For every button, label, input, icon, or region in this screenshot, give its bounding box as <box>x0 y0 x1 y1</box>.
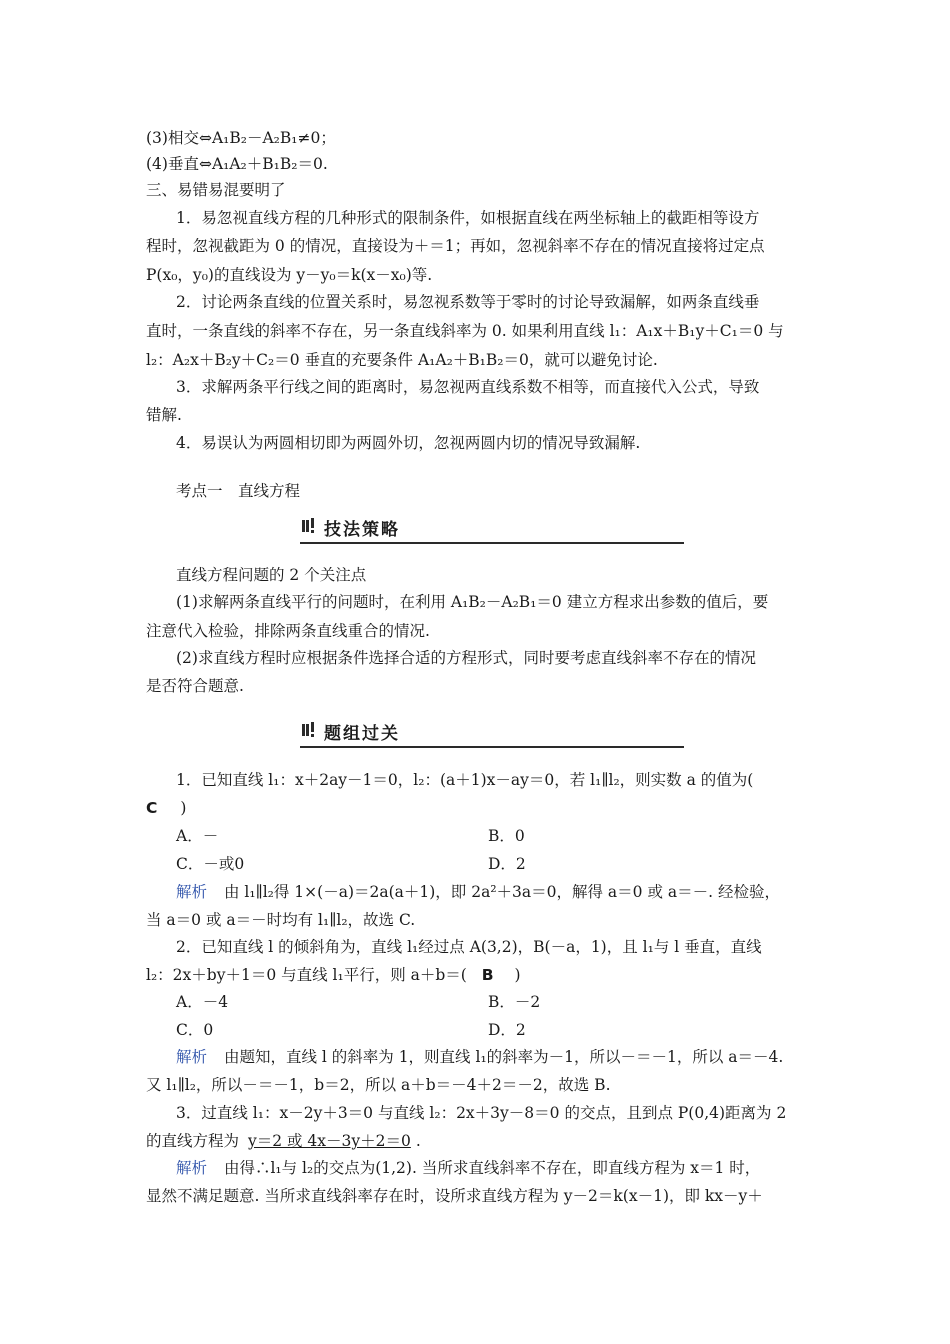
solution-label: 解析 <box>176 883 208 901</box>
section-banner-technique <box>300 514 684 544</box>
text-line: l₂：A₂x＋B₂y＋C₂＝0 垂直的充要条件 A₁A₂＋B₁B₂＝0，就可以避免讨论. <box>146 351 658 369</box>
text-line: 3．求解两条平行线之间的距离时，易忽视两直线系数不相等，而直接代入公式，导致 <box>176 378 760 396</box>
option-a: A．－4 <box>176 993 229 1011</box>
question-3-answer-line <box>146 1131 421 1151</box>
solution-3-cont: 显然不满足题意. 当所求直线斜率存在时，设所求直线方程为 y－2＝k(x－1)，即 kx－y＋ <box>146 1187 763 1205</box>
banner-divider <box>300 542 684 544</box>
bracket-close: ) <box>180 799 187 817</box>
solution-2-cont: 又 l₁∥l₂，所以－＝－1，b＝2，所以 a＋b＝－4＋2＝－2，故选 B. <box>146 1076 611 1094</box>
solution-3 <box>176 1158 760 1178</box>
question-text: 的直线方程为 <box>146 1132 240 1150</box>
topic-heading: 考点一 直线方程 <box>176 482 301 500</box>
option-c: C．－或0 <box>176 855 245 873</box>
answer-choice: C <box>146 799 158 817</box>
banner-title: 题组过关 <box>324 724 400 744</box>
text-line: 2．讨论两条直线的位置关系时，易忽视系数等于零时的讨论导致漏解，如两条直线垂 <box>176 293 760 311</box>
solution-text: 由 l₁∥l₂得 1×(－a)＝2a(a＋1)，即 2a²＋3a＝0，解得 a＝0 或 a＝－. 经检验， <box>223 883 780 901</box>
option-c: C．0 <box>176 1021 214 1039</box>
bookmark-icon <box>302 518 316 534</box>
section-heading: 三、易错易混要明了 <box>146 181 286 199</box>
bracket-close: ) <box>514 966 521 984</box>
text-line: 4．易误认为两圆相切即为两圆外切，忽视两圆内切的情况导致漏解. <box>176 434 641 452</box>
question-2-answer-line <box>146 965 521 985</box>
text-line: 注意代入检验，排除两条直线重合的情况. <box>146 622 430 640</box>
text-line: (4)垂直⇔A₁A₂＋B₁B₂＝0. <box>146 155 328 173</box>
option-b: B．－2 <box>488 993 541 1011</box>
text-line: 直时，一条直线的斜率不存在，另一条直线斜率为 0. 如果利用直线 l₁：A₁x＋B₁y＋C₁＝0 与 <box>146 322 784 340</box>
bookmark-icon <box>302 722 316 738</box>
option-d: D．2 <box>488 1021 526 1039</box>
text-line: 程时，忽视截距为 0 的情况，直接设为＋＝1；再如，忽视斜率不存在的情况直接将过定点 <box>146 237 765 255</box>
solution-2 <box>176 1047 783 1067</box>
banner-title: 技法策略 <box>324 520 400 540</box>
text-line: (3)相交⇔A₁B₂－A₂B₁≠0； <box>146 129 336 147</box>
solution-text: 由题知，直线 l 的斜率为 1，则直线 l₁的斜率为－1，所以－＝－1，所以 a＝－4. <box>223 1048 784 1066</box>
solution-text: 由得∴l₁与 l₂的交点为(1,2). 当所求直线斜率不存在，即直线方程为 x＝1 时， <box>223 1159 761 1177</box>
answer-choice: B <box>481 966 494 984</box>
text-line: 错解. <box>146 406 182 424</box>
question-1-answer-line <box>146 798 186 818</box>
solution-label: 解析 <box>176 1159 208 1177</box>
text-line: (2)求直线方程时应根据条件选择合适的方程形式，同时要考虑直线斜率不存在的情况 <box>176 649 756 667</box>
question-text: l₂：2x＋by＋1＝0 与直线 l₁平行，则 a＋b＝( <box>146 966 467 984</box>
text-line: P(x₀，y₀)的直线设为 y－y₀＝k(x－x₀)等. <box>146 266 433 284</box>
solution-label: 解析 <box>176 1048 208 1066</box>
section-banner-exercises <box>300 718 684 748</box>
option-a: A．－ <box>176 827 219 845</box>
text-line: 直线方程问题的 2 个关注点 <box>176 566 367 584</box>
option-b: B．0 <box>488 827 525 845</box>
solution-1 <box>176 882 780 902</box>
banner-divider <box>300 746 684 748</box>
text-line: 1．易忽视直线方程的几种形式的限制条件，如根据直线在两坐标轴上的截距相等设方 <box>176 209 760 227</box>
question-2-stem: 2．已知直线 l 的倾斜角为，直线 l₁经过点 A(3,2)，B(－a，1)，且 l₁与 l 垂直，直线 <box>176 938 762 956</box>
solution-1-cont: 当 a＝0 或 a＝－时均有 l₁∥l₂，故选 C. <box>146 911 416 929</box>
question-1-stem: 1．已知直线 l₁：x＋2ay－1＝0，l₂：(a＋1)x－ay＝0，若 l₁∥l₂，则实数 a 的值为( <box>176 771 754 789</box>
option-d: D．2 <box>488 855 526 873</box>
fill-in-answer: y＝2 或 4x－3y＋2＝0 <box>247 1132 411 1150</box>
text-line: 是否符合题意. <box>146 677 244 695</box>
period: . <box>415 1132 421 1150</box>
question-3-stem: 3．过直线 l₁：x－2y＋3＝0 与直线 l₂：2x＋3y－8＝0 的交点，且到点 P(0,4)距离为 2 <box>176 1104 787 1122</box>
text-line: (1)求解两条直线平行的问题时，在利用 A₁B₂－A₂B₁＝0 建立方程求出参数的值后，要 <box>176 593 769 611</box>
